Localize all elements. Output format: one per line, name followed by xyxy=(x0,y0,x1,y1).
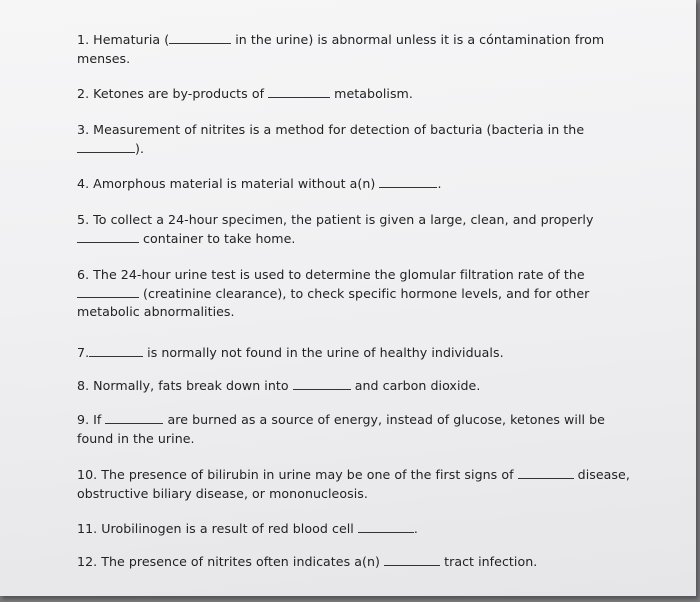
answer-blank-1[interactable] xyxy=(169,31,231,44)
question-12-text: 12. The presence of nitrites often indicates a(n) xyxy=(77,554,385,569)
question-4-text: 4. Amorphous material is material without a(n) xyxy=(77,176,380,191)
question-2 xyxy=(77,85,677,104)
question-12 xyxy=(77,553,677,572)
question-10-text-cont: disease, xyxy=(573,467,630,482)
question-10-text: 10. The presence of bilirubin in urine may be one of the first signs of xyxy=(77,467,518,482)
question-6-text-end: metabolic abnormalities. xyxy=(77,304,235,319)
question-11 xyxy=(77,520,677,539)
question-3-text: 3. Measurement of nitrites is a method for detection of bacturia (bacteria in the xyxy=(77,122,585,137)
answer-blank-7[interactable] xyxy=(89,344,143,357)
question-6 xyxy=(77,266,677,322)
question-5-text-cont: container to take home. xyxy=(139,230,296,246)
question-5-text: 5. To collect a 24-hour specimen, the patient is given a large, clean, and properly xyxy=(77,212,594,227)
question-12-text-cont: tract infection. xyxy=(440,554,538,569)
question-7 xyxy=(77,344,677,363)
question-1-text-cont: in the urine) is abnormal unless it is a cóntamination from xyxy=(231,32,605,47)
question-6-text-cont: (creatinine clearance), to check specific hormone levels, and for other xyxy=(139,285,590,301)
question-5 xyxy=(77,211,677,248)
question-1 xyxy=(77,31,677,68)
answer-blank-3[interactable] xyxy=(77,140,135,153)
question-1-text: 1. Hematuria ( xyxy=(77,32,170,47)
question-9 xyxy=(77,411,677,448)
question-11-text-cont: . xyxy=(413,521,418,536)
question-7-text: 7. xyxy=(77,345,90,360)
question-9-text-cont: are burned as a source of energy, instead of glucose, ketones will be xyxy=(163,412,605,427)
answer-blank-12[interactable] xyxy=(384,553,440,566)
question-10-text-end: obstructive biliary disease, or mononucleosis. xyxy=(77,485,368,501)
question-4-text-cont: . xyxy=(437,176,442,191)
question-8 xyxy=(77,377,677,396)
answer-blank-4[interactable] xyxy=(379,175,437,188)
question-2-text-cont: metabolism. xyxy=(330,86,413,101)
question-6-text: 6. The 24-hour urine test is used to determine the glomular filtration rate of the xyxy=(77,267,585,282)
question-10 xyxy=(77,466,677,503)
answer-blank-2[interactable] xyxy=(268,85,330,98)
question-8-text: 8. Normally, fats break down into xyxy=(77,378,293,393)
answer-blank-8[interactable] xyxy=(293,377,351,390)
question-8-text-cont: and carbon dioxide. xyxy=(350,378,481,393)
question-4 xyxy=(77,175,677,194)
question-11-text: 11. Urobilinogen is a result of red blood cell xyxy=(77,521,358,536)
answer-blank-6[interactable] xyxy=(77,285,139,298)
answer-blank-5[interactable] xyxy=(77,230,139,243)
question-7-text-cont: is normally not found in the urine of healthy individuals. xyxy=(143,345,504,360)
question-2-text: 2. Ketones are by-products of xyxy=(77,86,269,101)
question-3-text-cont: ). xyxy=(135,140,145,156)
question-9-text: 9. If xyxy=(77,412,106,427)
question-1-text-end: menses. xyxy=(77,50,131,66)
answer-blank-9[interactable] xyxy=(105,411,163,424)
answer-blank-10[interactable] xyxy=(518,466,574,479)
question-3 xyxy=(77,121,677,158)
answer-blank-11[interactable] xyxy=(358,520,414,533)
question-9-text-end: found in the urine. xyxy=(77,430,195,446)
